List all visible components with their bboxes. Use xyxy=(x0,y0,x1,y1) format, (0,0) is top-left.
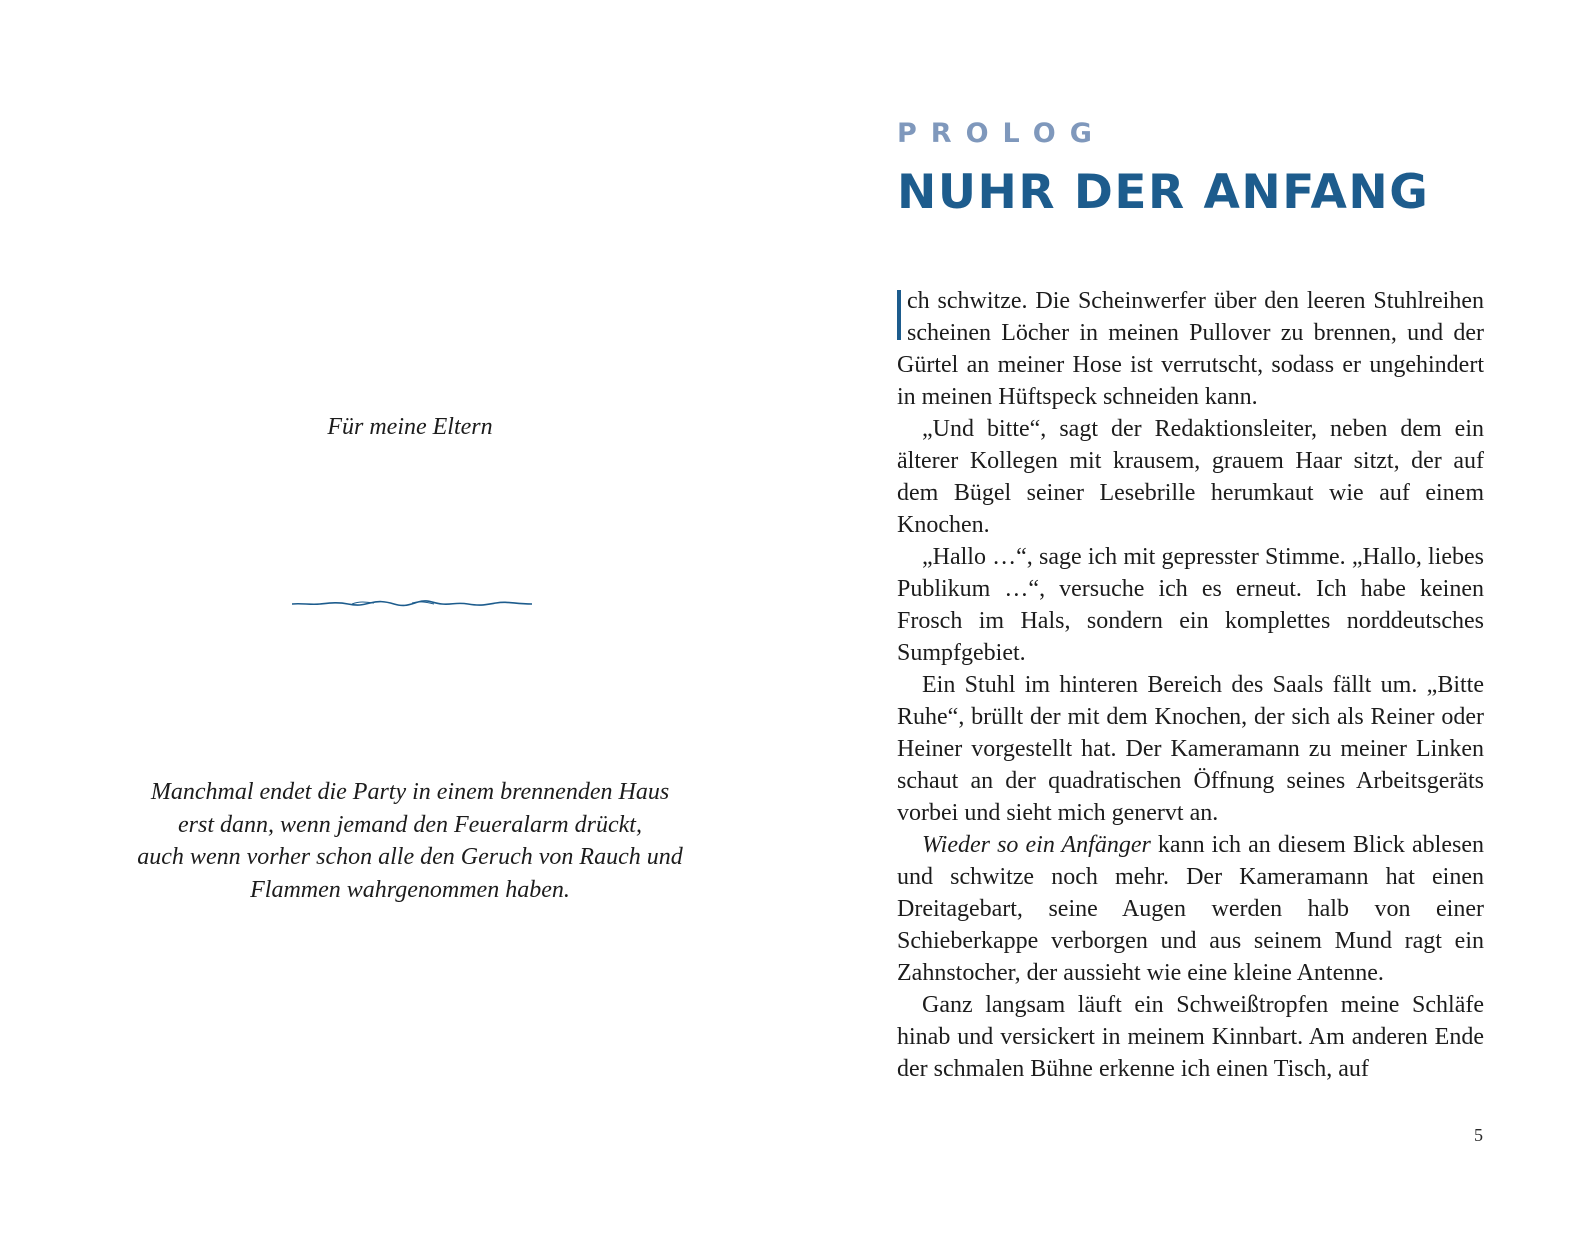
paragraph xyxy=(897,285,1484,413)
paragraph: Ein Stuhl im hinteren Bereich des Saals fällt um. „Bitte Ruhe“, brüllt der mit dem Knochen, der sich als Reiner oder Heiner vorgestellt hat. Der Kameramann zu meiner Linken schaut an der quadratischen Öffnung seines Arbeitsgeräts vorbei und sieht mich genervt an. xyxy=(897,672,1484,826)
chapter-label: PROLOG xyxy=(897,118,1106,149)
epigraph-line: auch wenn vorher schon alle den Geruch von Rauch und xyxy=(137,844,683,870)
paragraph xyxy=(897,829,1484,989)
wave-ornament-icon xyxy=(292,596,532,612)
chapter-title: NUHR DER ANFANG xyxy=(897,165,1430,220)
epigraph-line: Flammen wahrgenommen haben. xyxy=(250,876,570,903)
right-page xyxy=(797,0,1594,1240)
epigraph xyxy=(0,776,820,906)
italic-phrase: Wieder so ein Anfänger xyxy=(922,832,1151,858)
paragraph: „Und bitte“, sagt der Redaktionsleiter, neben dem ein älterer Kollegen mit krausem, grauem Haar sitzt, der auf dem Bügel seiner Lesebrille herumkaut wie auf einem Knochen. xyxy=(897,416,1484,538)
chapter-body xyxy=(897,285,1484,1085)
dedication: Für meine Eltern xyxy=(327,414,493,440)
paragraph: Ganz langsam läuft ein Schweißtropfen meine Schläfe hinab und versickert in meinem Kinnbart. Am anderen Ende der schmalen Bühne erkenne ich einen Tisch, auf xyxy=(897,992,1484,1082)
paragraph-text: ch schwitze. Die Scheinwerfer über den leeren Stuhlreihen scheinen Löcher in meinen Pullover zu brennen, und der Gürtel an meiner Hose ist verrutscht, sodass er ungehindert in meinen Hüftspeck schneiden kann. xyxy=(897,288,1484,410)
epigraph-line: Manchmal endet die Party in einem brennenden Haus xyxy=(150,779,670,805)
epigraph-line: erst dann, wenn jemand den Feueralarm drückt, xyxy=(178,811,642,838)
paragraph: „Hallo …“, sage ich mit gepresster Stimme. „Hallo, liebes Publikum …“, versuche ich es erneut. Ich habe keinen Frosch im Hals, sondern ein komplettes norddeutsches Sumpfgebiet. xyxy=(897,544,1484,666)
paragraph-text: kann ich an diesem Blick ablesen und schwitze noch mehr. Der Kameramann hat einen Dreitagebart, seine Augen werden halb von einer Schieberkappe verborgen und aus seinem Mund ragt ein Zahnstocher, der aussieht wie eine kleine Antenne. xyxy=(897,832,1484,986)
drop-initial-i-icon xyxy=(897,290,901,340)
page-number: 5 xyxy=(1474,1125,1483,1145)
